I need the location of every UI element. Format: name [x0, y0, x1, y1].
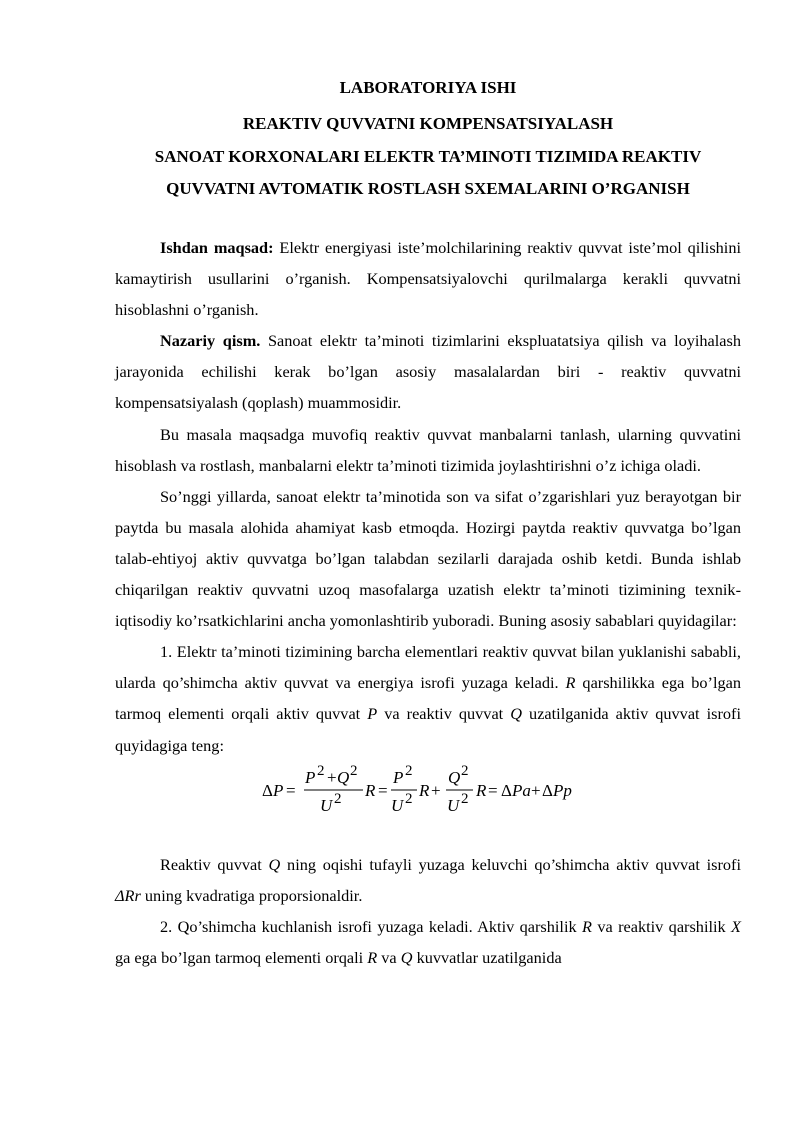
- p7-text-a: 2. Qo’shimcha kuchlanish isrofi yuzaga keladi. Aktiv qarshilik: [160, 916, 582, 936]
- formula-pa: Pa: [512, 780, 531, 800]
- formula-exp-1: 2: [317, 762, 325, 779]
- formula-num-q: Q: [337, 767, 350, 787]
- p5-text-b: qarshilikka ega bo’lgan tarmoq elementi orqali aktiv quvvat: [115, 673, 741, 724]
- p7-text-b: va reaktiv qarshilik: [591, 916, 732, 936]
- var-q: Q: [510, 704, 523, 724]
- theory-paragraph: [115, 325, 741, 418]
- p5-text-c: va reaktiv quvvat: [377, 704, 511, 724]
- formula-eq-3: =: [488, 780, 498, 800]
- formula-exp-6: 2: [461, 762, 469, 779]
- formula-plus-2: +: [431, 780, 441, 800]
- var-q-3: Q: [400, 947, 413, 967]
- purpose-label: Ishdan maqsad:: [160, 238, 274, 257]
- formula-r-3: R: [476, 780, 487, 800]
- p5-text-a: 1. Elektr ta’minoti tizimining barcha elementlari reaktiv quvvat bilan yuklanishi sababli, ularda qo’shimcha aktiv quvvat va energiya isrofi yuzaga keladi.: [115, 642, 741, 693]
- formula-pp: Pp: [553, 780, 572, 800]
- purpose-paragraph: [115, 232, 741, 325]
- lab-title: LABORATORIYA ISHI: [339, 78, 517, 97]
- formula-eq-1: =: [286, 780, 296, 800]
- subtitle-line-3: QUVVATNI AVTOMATIK ROSTLASH SXEMALARINI O’RGANISH: [166, 179, 690, 198]
- formula-num-q-2: Q: [448, 767, 461, 787]
- formula-exp-4: 2: [405, 762, 413, 779]
- p7-text-e: kuvvatlar uzatilganida: [412, 947, 562, 967]
- purpose-text: Elektr energiyasi iste’molchilarining reaktiv quvvat iste’mol qilishini kamaytirish usullarini o’rganish. Kompensatsiyalovchi qurilmalarga kerakli quvvatni hisoblashni o’rganish.: [115, 238, 741, 320]
- theory-label: Nazariy qism.: [160, 331, 261, 351]
- formula-exp-3: 2: [334, 790, 342, 807]
- formula-den-u-3: U: [447, 795, 460, 815]
- formula-svg: [260, 761, 620, 823]
- p6-text-a: Reaktiv quvvat: [160, 854, 269, 874]
- formula-p-lhs: P: [273, 780, 284, 800]
- formula-num-p-2: P: [393, 767, 404, 787]
- formula-r-1: R: [365, 780, 376, 800]
- formula-den-u-2: U: [391, 795, 404, 815]
- formula-den-u-1: U: [320, 795, 333, 815]
- formula-plus-3: +: [531, 780, 541, 800]
- p7-text-c: ga ega bo’lgan tarmoq elementi orqali: [115, 947, 368, 967]
- theory-text: Sanoat elektr ta’minoti tizimlarini ekspluatatsiya qilish va loyihalash jarayonida echilishi kerak bo’lgan asosiy masalalardan biri - reaktiv quvvatni kompensatsiyalash (qoplash) muammosidir.: [115, 331, 741, 413]
- subtitle-line-1: REAKTIV QUVVATNI KOMPENSATSIYALASH: [242, 114, 614, 133]
- var-r: R: [565, 673, 576, 693]
- formula-delta-2: Δ: [501, 780, 512, 800]
- p7-text-d: va: [377, 947, 401, 967]
- paragraph-3: Bu masala maqsadga muvofiq reaktiv quvvat manbalarni tanlash, ularning quvvatini hisoblash va rostlash, manbalarni elektr ta’minoti tizimida joylashtirishni o’z ichiga oladi.: [115, 424, 741, 475]
- paragraph-4: So’nggi yillarda, sanoat elektr ta’minotida son va sifat o’zgarishlari yuz berayotgan bir paytda bu masala alohida ahamiyat kasb etmoqda. Hozirgi paytda reaktiv quvvatga bo’lgan talab-ehtiyoj aktiv quvvatga bo’lgan talabdan sezilarli darajada oshib ketdi. Bunda ishlab chiqarilgan reaktiv quvvatni uzoq masofalarga uzatish elektr ta’minoti tizimining texnik-iqtisodiy ko’rsatkichlarini ancha yomonlashtirib yuboradi. Buning asosiy sabablari quyidagilar:: [115, 486, 741, 631]
- formula-delta-1: Δ: [262, 780, 273, 800]
- var-r-2: R: [582, 916, 592, 936]
- formula-exp-7: 2: [461, 790, 469, 807]
- p6-text-c: uning kvadratiga proporsionaldir.: [140, 885, 363, 905]
- formula-exp-2: 2: [350, 762, 358, 779]
- paragraph-5: [115, 636, 741, 760]
- formula-exp-5: 2: [405, 790, 413, 807]
- var-delta-rr: ΔRr: [115, 885, 141, 905]
- formula-plus-1: +: [327, 767, 337, 787]
- formula-r-2: R: [419, 780, 430, 800]
- p6-text-b: ning oqishi tufayli yuzaga keluvchi qo’shimcha aktiv quvvat isrofi: [280, 854, 742, 874]
- paragraph-7: [115, 911, 741, 973]
- formula-num-p: P: [305, 767, 316, 787]
- paragraph-6: [115, 849, 741, 911]
- power-loss-formula: [115, 761, 741, 849]
- var-r-3: R: [367, 947, 378, 967]
- p5-text-d: uzatilganida aktiv quvvat isrofi quyidagiga teng:: [115, 704, 741, 755]
- formula-delta-3: Δ: [542, 780, 553, 800]
- var-x: X: [731, 916, 741, 936]
- formula-eq-2: =: [378, 780, 388, 800]
- var-p: P: [367, 704, 378, 724]
- document-body: [115, 232, 741, 973]
- subtitle-line-2: SANOAT KORXONALARI ELEKTR TA’MINOTI TIZIMIDA REAKTIV: [154, 147, 702, 166]
- var-q-2: Q: [268, 854, 281, 874]
